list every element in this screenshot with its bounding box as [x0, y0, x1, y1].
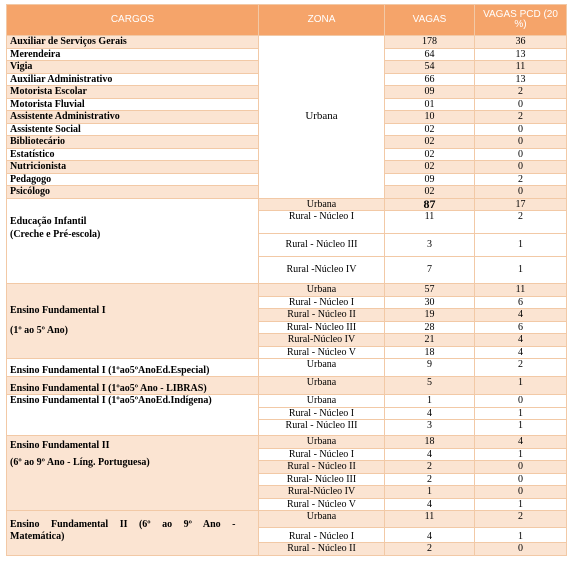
header-pcd: VAGAS PCD (20 %) [475, 5, 567, 36]
pcd-cell: 11 [475, 284, 567, 297]
pcd-cell: 0 [475, 186, 567, 199]
vagas-cell: 9 [385, 359, 475, 377]
zona-cell: Rural - Núcleo I [259, 296, 385, 309]
vagas-cell: 2 [385, 473, 475, 486]
vagas-cell: 2 [385, 461, 475, 474]
cargo-cell-ef2-mat [7, 511, 259, 556]
zona-cell: Rural-Núcleo IV [259, 486, 385, 499]
zona-cell: Rural-Núcleo IV [259, 334, 385, 347]
cargo-cell: Assistente Administrativo [7, 111, 259, 124]
pcd-cell: 2 [475, 211, 567, 234]
pcd-cell: 6 [475, 296, 567, 309]
cargo-cell-ed-infantil [7, 198, 259, 284]
zona-cell: Rural - Núcleo V [259, 498, 385, 511]
zona-cell: Rural - Núcleo I [259, 448, 385, 461]
cargo-line: Matemática) [10, 531, 65, 542]
zona-cell: Rural- Núcleo III [259, 473, 385, 486]
pcd-cell: 0 [475, 486, 567, 499]
cargo-cell-ef2-port [7, 436, 259, 511]
vagas-cell: 09 [385, 86, 475, 99]
vagas-cell: 4 [385, 407, 475, 420]
cargo-line: Ensino Fundamental I [10, 305, 106, 316]
zona-cell: Rural - Núcleo I [259, 407, 385, 420]
cargo-cell: Vigia [7, 61, 259, 74]
pcd-cell: 11 [475, 61, 567, 74]
pcd-cell: 1 [475, 257, 567, 284]
pcd-cell: 17 [475, 198, 567, 211]
vagas-cell: 4 [385, 528, 475, 543]
vagas-cell: 30 [385, 296, 475, 309]
pcd-cell: 13 [475, 48, 567, 61]
zona-cell: Rural - Núcleo I [259, 528, 385, 543]
cargo-line: (1º ao 5º Ano) [10, 325, 68, 336]
zona-cell: Rural -Núcleo IV [259, 257, 385, 284]
pcd-cell: 0 [475, 136, 567, 149]
vagas-cell: 01 [385, 98, 475, 111]
vagas-cell: 66 [385, 73, 475, 86]
cargo-cell: Estatístico [7, 148, 259, 161]
cargo-cell: Nutricionista [7, 161, 259, 174]
cargo-line: (Creche e Pré-escola) [10, 228, 101, 240]
vagas-table [6, 4, 567, 556]
zona-cell: Rural - Núcleo V [259, 346, 385, 359]
cargo-cell: Bibliotecário [7, 136, 259, 149]
vagas-cell: 02 [385, 136, 475, 149]
vagas-cell: 18 [385, 346, 475, 359]
vagas-cell: 18 [385, 436, 475, 449]
vagas-cell: 57 [385, 284, 475, 297]
vagas-cell: 02 [385, 123, 475, 136]
vagas-cell: 28 [385, 321, 475, 334]
pcd-cell: 36 [475, 36, 567, 49]
zona-cell: Rural - Núcleo III [259, 420, 385, 436]
pcd-cell: 4 [475, 436, 567, 449]
cargo-cell: Merendeira [7, 48, 259, 61]
pcd-cell: 1 [475, 407, 567, 420]
vagas-cell: 54 [385, 61, 475, 74]
cargo-cell: Motorista Fluvial [7, 98, 259, 111]
cargo-cell-ef1 [7, 284, 259, 359]
pcd-cell: 0 [475, 98, 567, 111]
vagas-cell: 64 [385, 48, 475, 61]
cargo-cell: Pedagogo [7, 173, 259, 186]
header-zona: ZONA [259, 5, 385, 36]
vagas-cell: 02 [385, 186, 475, 199]
vagas-cell: 1 [385, 395, 475, 408]
pcd-cell: 0 [475, 543, 567, 556]
zona-cell: Urbana [259, 359, 385, 377]
cargo-cell: Auxiliar Administrativo [7, 73, 259, 86]
pcd-cell: 0 [475, 123, 567, 136]
zona-cell: Rural - Núcleo II [259, 543, 385, 556]
cargo-line: (6º ao 9º Ano - Líng. Portuguesa) [10, 457, 150, 468]
pcd-cell: 1 [475, 448, 567, 461]
table-row [7, 359, 567, 377]
table-row [7, 284, 567, 297]
cargo-cell: Ensino Fundamental I (1ºao5ºAnoEd.Indígena) [7, 395, 259, 436]
pcd-cell: 1 [475, 498, 567, 511]
pcd-cell: 13 [475, 73, 567, 86]
cargo-cell: Assistente Social [7, 123, 259, 136]
zona-cell: Rural- Núcleo III [259, 321, 385, 334]
pcd-cell: 4 [475, 334, 567, 347]
zona-cell: Urbana [259, 436, 385, 449]
cargo-cell: Ensino Fundamental I (1ºao5º Ano - LIBRAS) [7, 377, 259, 395]
vagas-cell: 02 [385, 148, 475, 161]
pcd-cell: 0 [475, 473, 567, 486]
pcd-cell: 0 [475, 395, 567, 408]
pcd-cell: 1 [475, 234, 567, 257]
zona-cell: Rural - Núcleo II [259, 461, 385, 474]
pcd-cell: 1 [475, 420, 567, 436]
cargo-cell: Psicólogo [7, 186, 259, 199]
pcd-cell: 2 [475, 511, 567, 528]
vagas-cell: 4 [385, 448, 475, 461]
pcd-cell: 2 [475, 359, 567, 377]
zona-cell: Rural - Núcleo II [259, 309, 385, 322]
pcd-cell: 4 [475, 346, 567, 359]
zona-cell: Urbana [259, 511, 385, 528]
vagas-cell: 5 [385, 377, 475, 395]
pcd-cell: 1 [475, 528, 567, 543]
pcd-cell: 2 [475, 173, 567, 186]
zona-cell: Urbana [259, 395, 385, 408]
vagas-cell: 21 [385, 334, 475, 347]
vagas-table-container [6, 4, 566, 556]
header-vagas: VAGAS [385, 5, 475, 36]
cargo-line: Ensino Fundamental II (6º ao 9º Ano - [10, 519, 236, 530]
zona-cell: Urbana [259, 284, 385, 297]
zona-cell: Rural - Núcleo I [259, 211, 385, 234]
vagas-cell: 178 [385, 36, 475, 49]
vagas-cell: 19 [385, 309, 475, 322]
zona-cell: Urbana [259, 198, 385, 211]
zona-cell: Urbana [259, 377, 385, 395]
pcd-cell: 0 [475, 461, 567, 474]
vagas-cell: 10 [385, 111, 475, 124]
zona-cell: Urbana [259, 36, 385, 199]
vagas-cell: 11 [385, 211, 475, 234]
vagas-cell: 3 [385, 420, 475, 436]
pcd-cell: 2 [475, 86, 567, 99]
header-row [7, 5, 567, 36]
pcd-cell: 0 [475, 148, 567, 161]
vagas-cell: 2 [385, 543, 475, 556]
cargo-cell: Motorista Escolar [7, 86, 259, 99]
zona-cell: Rural - Núcleo III [259, 234, 385, 257]
table-row [7, 395, 567, 408]
table-row [7, 436, 567, 449]
table-row [7, 511, 567, 528]
vagas-cell: 4 [385, 498, 475, 511]
pcd-cell: 4 [475, 309, 567, 322]
vagas-cell: 11 [385, 511, 475, 528]
pcd-cell: 1 [475, 377, 567, 395]
pcd-cell: 0 [475, 161, 567, 174]
vagas-cell: 1 [385, 486, 475, 499]
table-row [7, 198, 567, 211]
cargo-line: Ensino Fundamental II [10, 440, 110, 451]
vagas-cell: 7 [385, 257, 475, 284]
pcd-cell: 6 [475, 321, 567, 334]
vagas-cell: 02 [385, 161, 475, 174]
pcd-cell: 2 [475, 111, 567, 124]
table-row [7, 377, 567, 395]
cargo-cell: Auxiliar de Serviços Gerais [7, 36, 259, 49]
vagas-cell: 87 [385, 198, 475, 211]
vagas-cell: 3 [385, 234, 475, 257]
vagas-cell: 09 [385, 173, 475, 186]
table-row [7, 36, 567, 49]
cargo-cell: Ensino Fundamental I (1ºao5ºAnoEd.Especial) [7, 359, 259, 377]
header-cargos: CARGOS [7, 5, 259, 36]
cargo-line: Educação Infantil [10, 215, 87, 227]
